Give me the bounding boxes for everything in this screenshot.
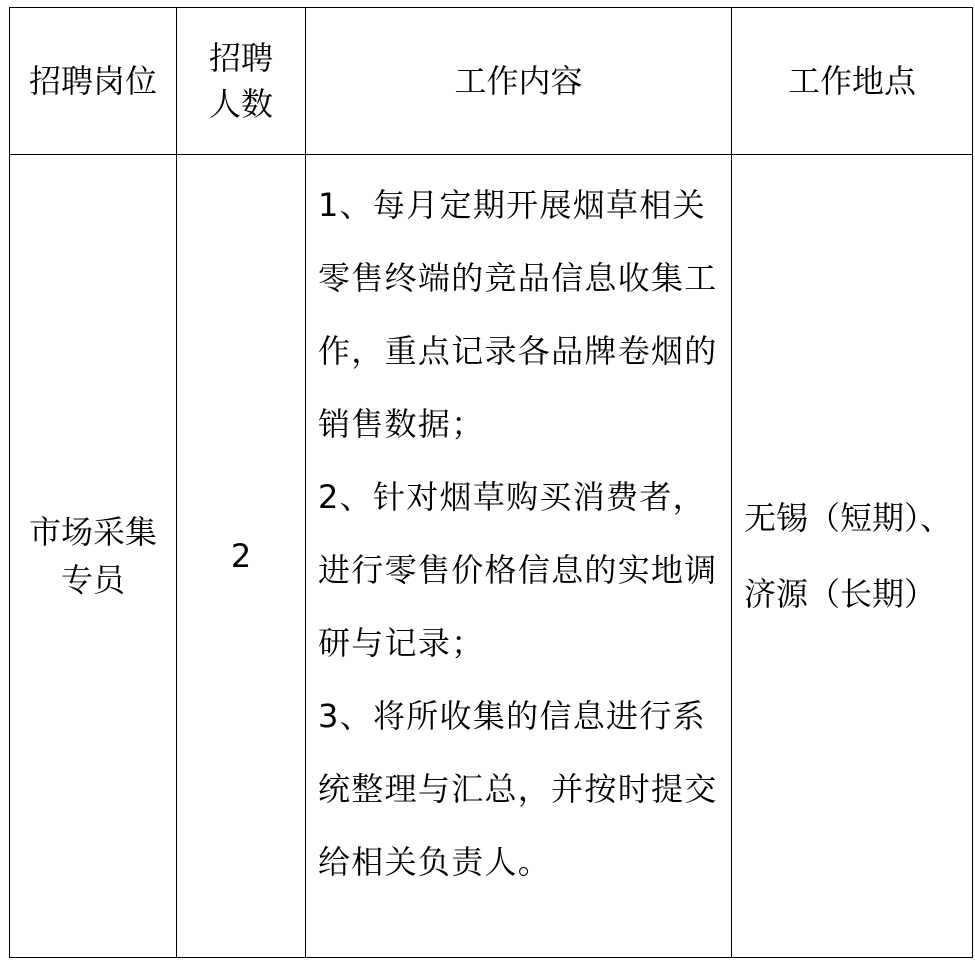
header-position-label: 招聘岗位	[28, 62, 157, 100]
header-content	[306, 8, 732, 155]
content-item-3: 3、将所收集的信息进行系统整理与汇总，并按时提交给相关负责人。	[318, 697, 718, 881]
table-header-row	[10, 8, 973, 155]
header-location	[732, 8, 973, 155]
header-count-label: 招聘人数	[208, 39, 273, 123]
cell-count	[177, 155, 306, 958]
cell-content	[306, 155, 732, 958]
location-value: 无锡（短期）、济源（长期）	[744, 499, 953, 613]
cell-location	[732, 155, 973, 958]
header-count	[177, 8, 306, 155]
position-value: 市场采集专员	[28, 513, 157, 599]
table-row	[10, 155, 973, 958]
content-item-1: 1、每月定期开展烟草相关零售终端的竞品信息收集工作，重点记录各品牌卷烟的销售数据；	[318, 186, 718, 443]
job-table	[9, 7, 973, 958]
count-value: 2	[230, 537, 252, 575]
header-location-label: 工作地点	[787, 62, 916, 100]
cell-position	[10, 155, 177, 958]
header-position	[10, 8, 177, 155]
header-content-label: 工作内容	[454, 62, 583, 100]
content-list	[306, 155, 731, 899]
content-item-2: 2、针对烟草购买消费者，进行零售价格信息的实地调研与记录；	[318, 478, 718, 662]
